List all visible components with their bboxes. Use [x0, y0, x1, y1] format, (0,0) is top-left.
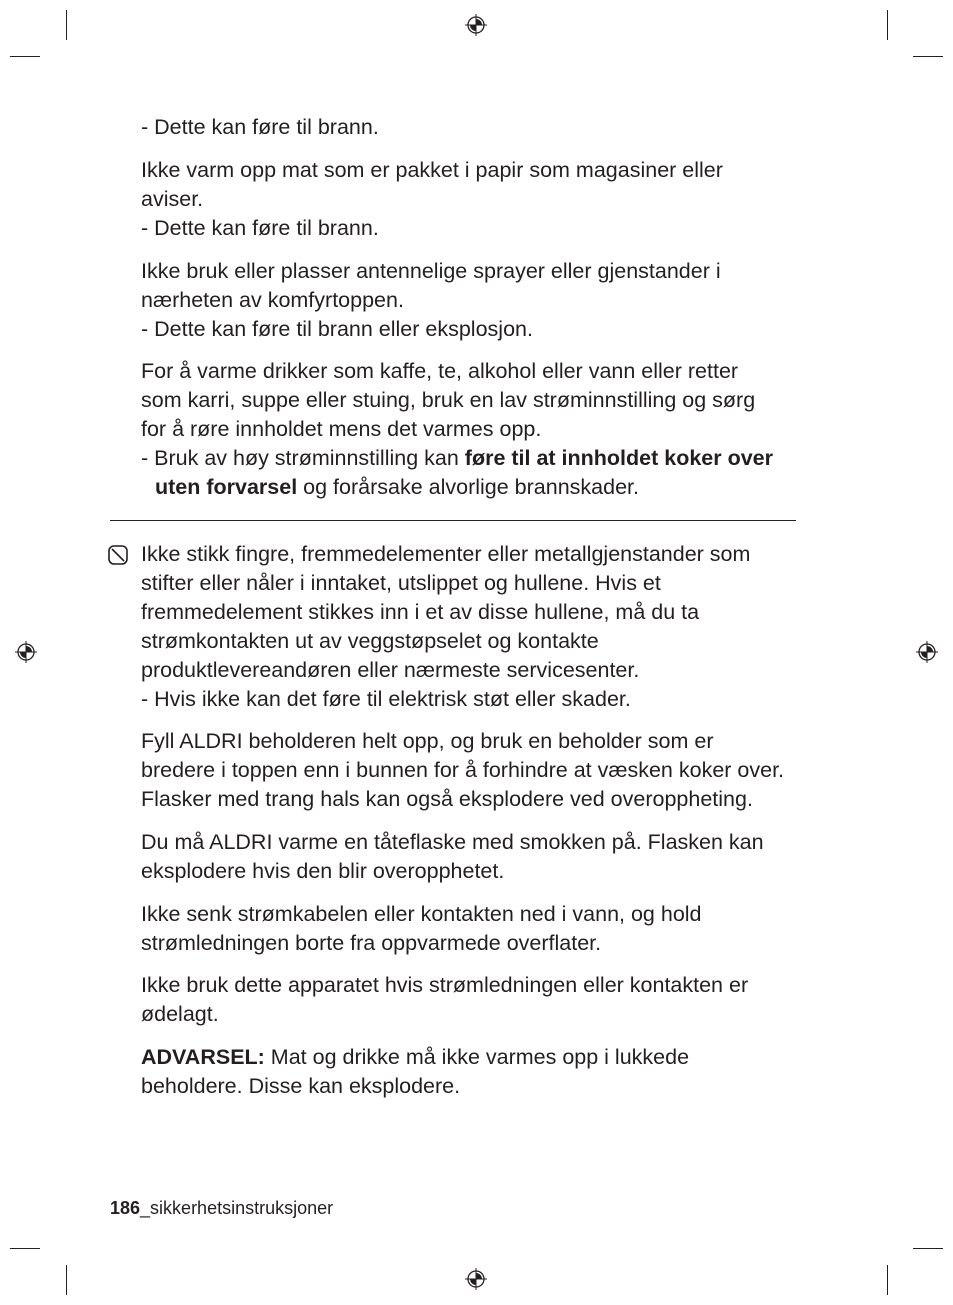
crop-mark: [913, 1248, 943, 1249]
prohibition-icon: [107, 544, 129, 566]
text-line: - Dette kan føre til brann eller eksplosjon.: [141, 317, 533, 341]
text-line: strømledningen borte fra oppvarmede overflater.: [141, 931, 602, 955]
text-line: som karri, suppe eller stuing, bruk en lav strøminnstilling og sørg: [141, 388, 756, 412]
registration-mark-icon: [465, 1268, 487, 1290]
paragraph-baby-bottle: [141, 828, 856, 886]
crop-mark: [887, 10, 888, 40]
crop-mark: [913, 56, 943, 57]
section-divider: [110, 520, 796, 521]
crop-mark: [66, 1265, 67, 1295]
text-line-mixed: [141, 1043, 856, 1072]
text-line: Ikke bruk eller plasser antennelige sprayer eller gjenstander i: [141, 259, 721, 283]
warning-label: ADVARSEL:: [141, 1045, 265, 1069]
paragraph-flammable-sprays: [141, 257, 856, 344]
text-line: bredere i toppen enn i bunnen for å forhindre at væsken koker over.: [141, 758, 785, 782]
text-normal: og forårsake alvorlige brannskader.: [297, 475, 639, 499]
text-line: Du må ALDRI varme en tåteflaske med smokken på. Flasken kan: [141, 830, 764, 854]
paragraph-warning-closed-containers: [141, 1043, 856, 1101]
crop-mark: [66, 10, 67, 40]
paragraph-paper-packaging: [141, 156, 856, 243]
text-line: Ikke stikk fingre, fremmedelementer eller metallgjenstander som: [141, 542, 751, 566]
paragraph-heating-drinks: [141, 357, 856, 502]
paragraph-container-fill: [141, 727, 856, 814]
text-line: Flasker med trang hals kan også eksplodere ved overoppheting.: [141, 787, 753, 811]
text-line: - Dette kan føre til brann.: [141, 115, 379, 139]
paragraph-power-cable-water: [141, 900, 856, 958]
text-line: strømkontakten ut av veggstøpselet og kontakte: [141, 629, 599, 653]
paragraph-damaged-cord: [141, 971, 856, 1029]
crop-mark: [10, 56, 40, 57]
text-line: fremmedelement stikkes inn i et av disse hullene, må du ta: [141, 600, 700, 624]
text-line-mixed: [141, 444, 856, 473]
text-line: stifter eller nåler i inntaket, utslippet og hullene. Hvis et: [141, 571, 661, 595]
text-line: Ikke varm opp mat som er pakket i papir som magasiner eller: [141, 158, 723, 182]
text-bold: uten forvarsel: [155, 475, 298, 499]
page-number: 186: [110, 1198, 141, 1218]
text-bold: føre til at innholdet koker over: [464, 446, 774, 470]
registration-mark-icon: [916, 641, 938, 663]
text-line: for å røre innholdet mens det varmes opp.: [141, 417, 542, 441]
text-line: Ikke senk strømkabelen eller kontakten ned i vann, og hold: [141, 902, 702, 926]
text-line: produktlevereandøren eller nærmeste servicesenter.: [141, 658, 640, 682]
text-normal: - Bruk av høy strøminnstilling kan: [141, 446, 465, 470]
page-footer: [110, 1196, 333, 1220]
registration-mark-icon: [465, 14, 487, 36]
text-line: ødelagt.: [141, 1002, 219, 1026]
crop-mark: [887, 1265, 888, 1295]
text-line: For å varme drikker som kaffe, te, alkohol eller vann eller retter: [141, 359, 739, 383]
text-line: beholdere. Disse kan eksplodere.: [141, 1074, 461, 1098]
text-line: - Dette kan føre til brann.: [141, 216, 379, 240]
text-line-mixed: [141, 473, 856, 502]
text-line: - Hvis ikke kan det føre til elektrisk støt eller skader.: [141, 687, 631, 711]
text-normal: Mat og drikke må ikke varmes opp i lukkede: [264, 1045, 690, 1069]
text-line: nærheten av komfyrtoppen.: [141, 288, 404, 312]
footer-section-title: _sikkerhetsinstruksjoner: [140, 1198, 334, 1218]
crop-mark: [10, 1248, 40, 1249]
text-line: aviser.: [141, 187, 204, 211]
paragraph-foreign-objects: [141, 540, 856, 714]
paragraph-fire-warning: [141, 113, 856, 142]
text-line: eksplodere hvis den blir overopphetet.: [141, 859, 505, 883]
text-line: Fyll ALDRI beholderen helt opp, og bruk en beholder som er: [141, 729, 714, 753]
registration-mark-icon: [15, 641, 37, 663]
text-line: Ikke bruk dette apparatet hvis strømledningen eller kontakten er: [141, 973, 749, 997]
